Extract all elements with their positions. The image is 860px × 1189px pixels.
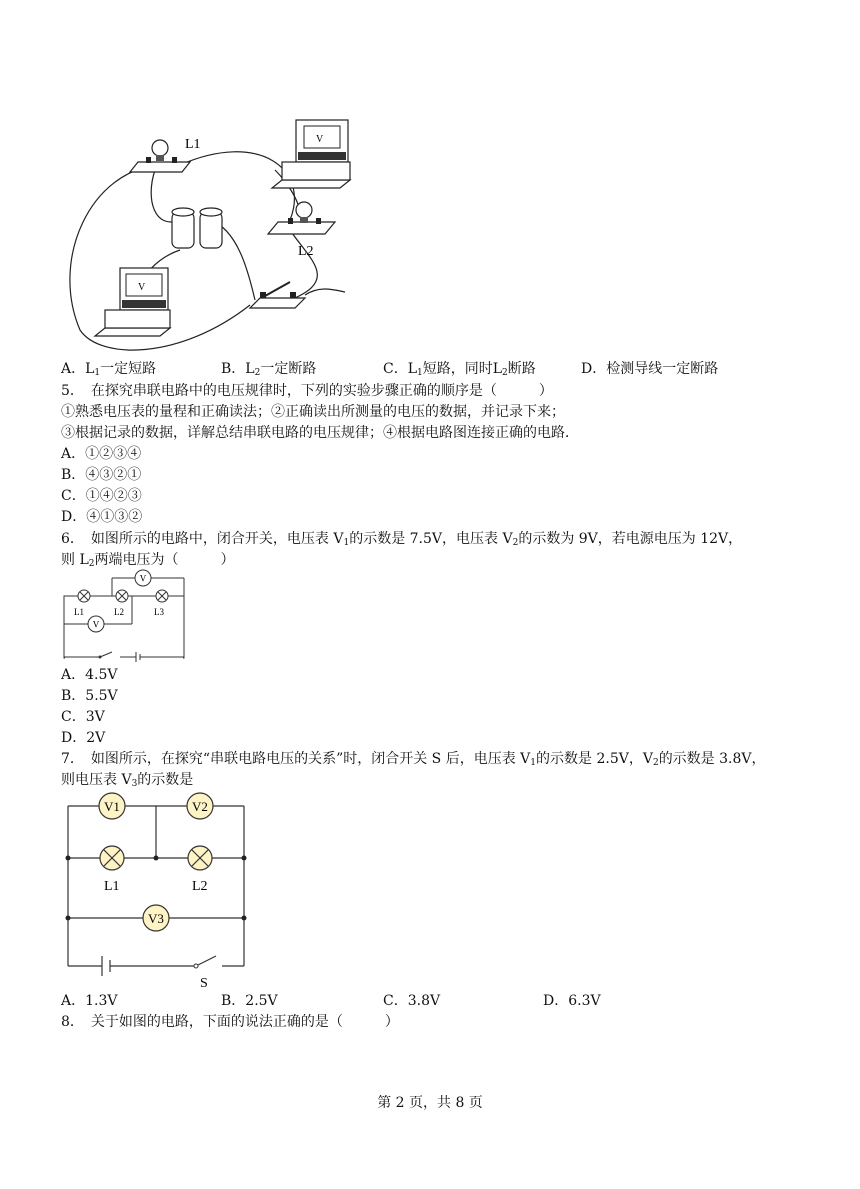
q6-option-a: A．4.5V [61,667,118,683]
q7-stem: 7． 如图所示，在探究“串联电路电压的关系”时，闭合开关 S 后，电压表 $V_1$的示数是 2.5V，$V_2$的示数是 3.8V， [61,751,766,768]
battery-sketch [172,208,222,248]
q4-v-top-label: V [316,134,324,145]
q6-stem: 6． 如图所示的电路中，闭合开关，电压表 $V_1$的示数是 7.5V，电压表 $V_2$的示数为 9V，若电源电压为 12V， [61,531,743,548]
q7-voltmeter-v3 [143,905,169,931]
q6-l1-label: L1 [74,607,84,617]
lamp-l1-sketch [130,137,201,172]
svg-text:V3: V3 [148,911,164,926]
q5-stem: 5． 在探究串联电路中的电压规律时，下列的实验步骤正确的顺序是（ ） [61,383,553,399]
svg-text:L1: L1 [104,879,120,894]
lamp-l2-sketch [268,202,335,259]
svg-text:V: V [92,619,100,630]
q8-stem: 8． 关于如图的电路，下面的说法正确的是（ ） [61,1014,399,1030]
q7-option-b: B．2.5V [221,993,278,1009]
q4-option-d: D．检测导线一定断路 [581,361,719,377]
q5-option-d: D．④①③② [61,509,143,525]
q7-option-d: D．6.3V [543,993,601,1009]
voltmeter-bottom-sketch [95,268,170,336]
q7-lamp-l2 [188,846,212,894]
q7-options [61,992,781,1010]
q7-lamp-l1 [100,846,124,894]
q5-option-b: B．④③②① [61,467,142,483]
q5-steps-line1: ①熟悉电压表的量程和正确读法；②正确读出所测量的电压的数据，并记录下来； [61,404,565,420]
q6-option-b: B．5.5V [61,688,118,704]
switch-sketch [250,282,305,308]
svg-text:V: V [139,573,147,584]
q6-voltmeter-bottom [88,616,104,632]
q4-l1-label: L1 [185,137,201,152]
q7-option-a: A．1.3V [61,993,118,1009]
svg-text:L2: L2 [192,879,208,894]
q5-option-a: A．①②③④ [61,446,142,462]
q6-circuit-figure [60,568,190,664]
q5-option-c: C．①④②③ [61,488,142,504]
q7-circuit-figure [62,790,252,990]
q6-stem-line2: 则 $L_2$两端电压为（ ） [61,552,235,569]
q7-option-c: C．3.8V [383,993,441,1009]
q4-circuit-figure [60,110,370,360]
q4-option-c: C．$L_1$短路，同时$L_2$断路 [383,361,536,378]
q4-l2-label: L2 [298,244,314,259]
q4-option-b: B．$L_2$一定断路 [221,361,317,378]
q6-option-c: C．3V [61,709,105,725]
q4-option-a: A．$L_1$一定短路 [61,361,157,378]
q6-voltmeter-top [135,570,151,586]
q7-voltmeter-v2 [187,793,213,819]
q6-l3-label: L3 [154,607,164,617]
q4-options [61,360,781,378]
page-footer: 第 2 页，共 8 页 [377,1095,483,1111]
q7-voltmeter-v1 [99,793,125,819]
voltmeter-top-sketch [272,120,350,188]
svg-text:V1: V1 [104,799,120,814]
q6-option-d: D．2V [61,730,106,746]
svg-text:V2: V2 [192,799,208,814]
q6-l2-label: L2 [114,607,124,617]
q4-v-bottom-label: V [138,282,146,293]
q7-stem-line2: 则电压表 $V_3$的示数是 [61,772,194,789]
q5-steps-line2: ③根据记录的数据，详解总结串联电路的电压规律；④根据电路图连接正确的电路． [61,425,579,441]
q7-switch-label: S [200,976,208,990]
